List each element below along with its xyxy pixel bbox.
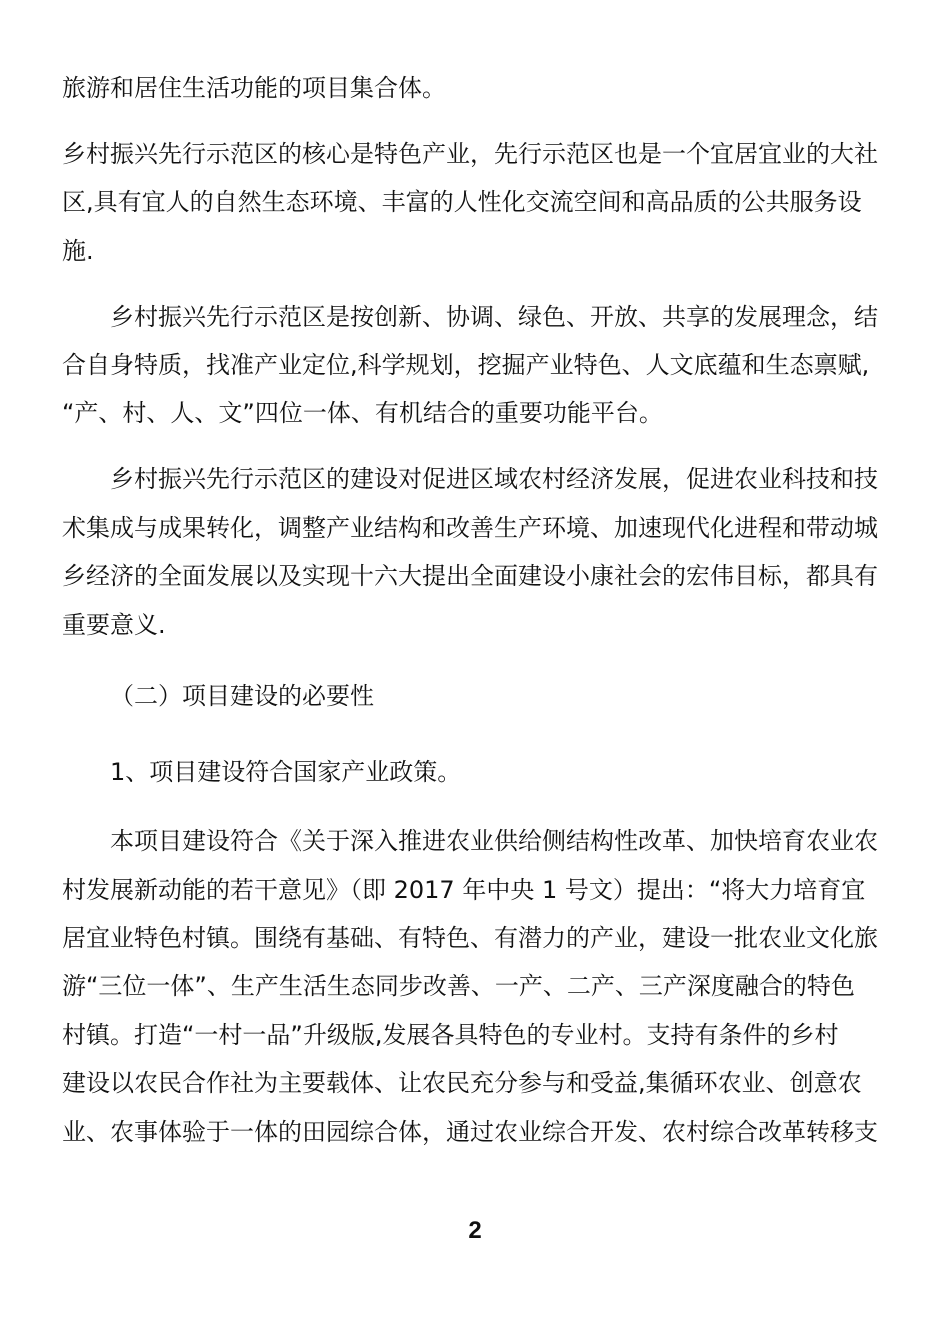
numbered-item-heading: 1、项目建设符合国家产业政策。 (110, 758, 462, 786)
section-heading: （二）项目建设的必要性 (110, 682, 374, 710)
paragraph-7-line-1: 本项目建设符合《关于深入推进农业供给侧结构性改革、加快培育农业农 (110, 827, 878, 855)
paragraph-4-line-4: 重要意义. (62, 611, 166, 639)
paragraph-7-line-5: 村镇。打造“一村一品”升级版,发展各具特色的专业村。支持有条件的乡村 (62, 1021, 839, 1049)
paragraph-4-line-2: 术集成与成果转化，调整产业结构和改善生产环境、加速现代化进程和带动城 (62, 514, 878, 542)
paragraph-3-line-3: “产、村、人、文”四位一体、有机结合的重要功能平台。 (62, 399, 663, 427)
paragraph-3-line-2: 合自身特质，找准产业定位,科学规划，挖掘产业特色、人文底蕴和生态禀赋, (62, 351, 870, 379)
paragraph-7-line-6: 建设以农民合作社为主要载体、让农民充分参与和受益,集循环农业、创意农 (62, 1069, 862, 1097)
paragraph-4-line-1: 乡村振兴先行示范区的建设对促进区域农村经济发展，促进农业科技和技 (110, 465, 878, 493)
paragraph-2-line-1: 乡村振兴先行示范区的核心是特色产业，先行示范区也是一个宜居宜业的大社 (62, 140, 878, 168)
paragraph-4-line-3: 乡经济的全面发展以及实现十六大提出全面建设小康社会的宏伟目标，都具有 (62, 562, 878, 590)
paragraph-2-line-2: 区,具有宜人的自然生态环境、丰富的人性化交流空间和高品质的公共服务设 (62, 188, 862, 216)
paragraph-7-line-7: 业、农事体验于一体的田园综合体，通过农业综合开发、农村综合改革转移支 (62, 1118, 878, 1146)
paragraph-7-line-3: 居宜业特色村镇。围绕有基础、有特色、有潜力的产业，建设一批农业文化旅 (62, 924, 878, 952)
paragraph-3-line-1: 乡村振兴先行示范区是按创新、协调、绿色、开放、共享的发展理念，结 (110, 303, 878, 331)
page-number: 2 (468, 1217, 482, 1244)
paragraph-2-line-3: 施. (62, 237, 94, 265)
paragraph-7-line-2: 村发展新动能的若干意见》（即 2017 年中央 1 号文）提出：“将大力培育宜 (62, 876, 866, 904)
paragraph-1-line-1: 旅游和居住生活功能的项目集合体。 (62, 74, 446, 102)
paragraph-7-line-4: 游“三位一体”、生产生活生态同步改善、一产、二产、三产深度融合的特色 (62, 972, 855, 1000)
